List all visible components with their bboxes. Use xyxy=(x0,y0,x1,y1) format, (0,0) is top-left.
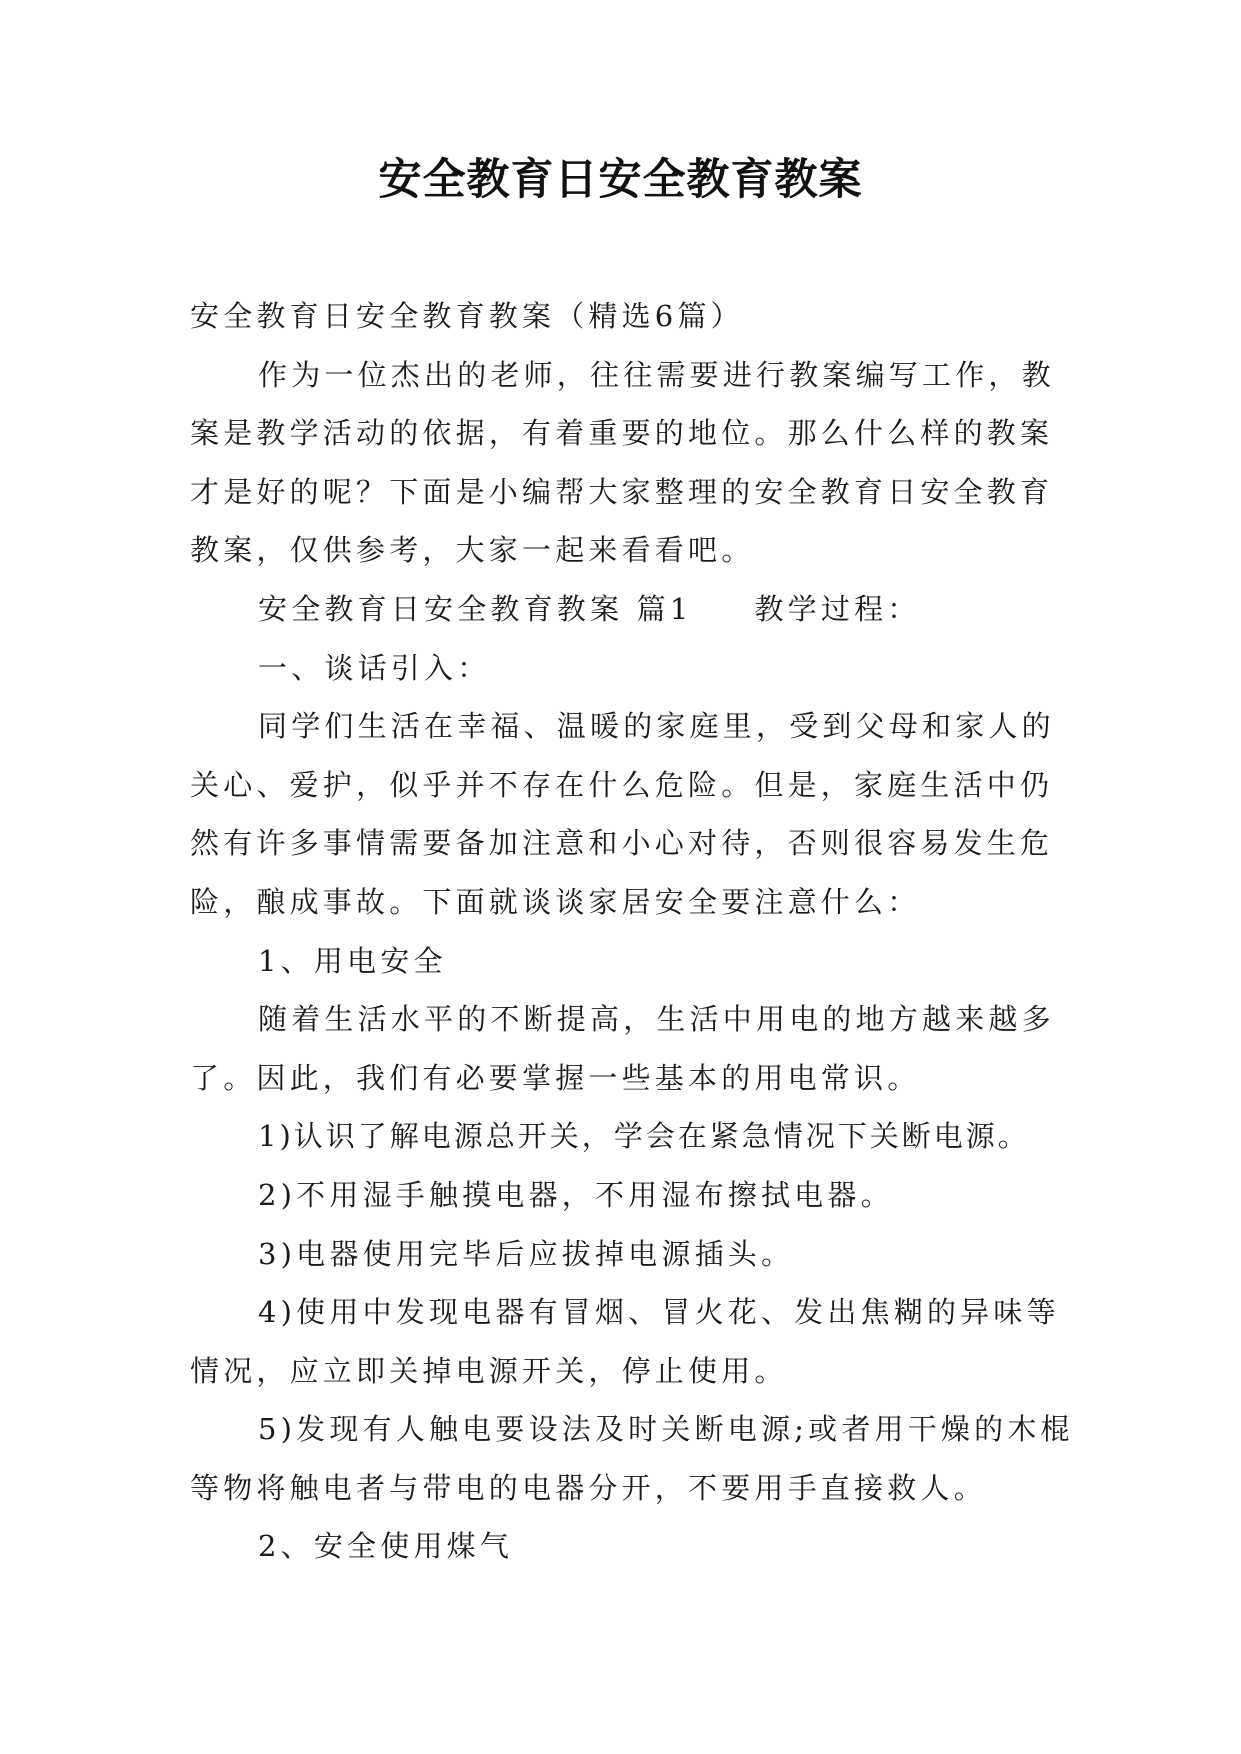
document-body xyxy=(190,287,1080,1576)
document-title: 安全教育日安全教育教案 xyxy=(378,155,863,205)
rule-5: 5)发现有人触电要设法及时关断电源;或者用干燥的木棍等物将触电者与带电的电器分开，不要用手直接救人。 xyxy=(190,1412,1074,1505)
process-label: 教学过程： xyxy=(754,591,921,626)
rule-1: 1)认识了解电源总开关，学会在紧急情况下关断电源。 xyxy=(258,1119,1030,1154)
part-one-paragraph: 同学们生活在幸福、温暖的家庭里，受到父母和家人的关心、爱护，似乎并不存在什么危险。但是，家庭生活中仍然有许多事情需要备加注意和小心对待，否则很容易发生危险，酿成事故。下面就谈谈家居安全要注意什么： xyxy=(190,709,1055,919)
electricity-heading: 1、用电安全 xyxy=(258,943,447,978)
rule-3: 3)电器使用完毕后应拔掉电源插头。 xyxy=(258,1236,795,1271)
section-heading-line xyxy=(190,580,1080,639)
electricity-paragraph: 随着生活水平的不断提高，生活中用电的地方越来越多了。因此，我们有必要掌握一些基本的用电常识。 xyxy=(190,1002,1055,1095)
rule-4: 4)使用中发现电器有冒烟、冒火花、发出焦糊的异味等情况，应立即关掉电源开关，停止使用。 xyxy=(190,1295,1060,1388)
gas-heading: 2、安全使用煤气 xyxy=(258,1529,514,1564)
section-heading: 安全教育日安全教育教案 篇1 xyxy=(258,591,693,626)
document-subtitle: 安全教育日安全教育教案（精选6篇） xyxy=(190,299,744,333)
rule-2: 2)不用湿手触摸电器，不用湿布擦拭电器。 xyxy=(258,1177,894,1212)
part-one-heading: 一、谈话引入： xyxy=(258,650,491,685)
intro-paragraph: 作为一位杰出的老师，往往需要进行教案编写工作，教案是教学活动的依据，有着重要的地位。那么什么样的教案才是好的呢？下面是小编帮大家整理的安全教育日安全教育教案，仅供参考，大家一起来看看吧。 xyxy=(190,357,1055,568)
